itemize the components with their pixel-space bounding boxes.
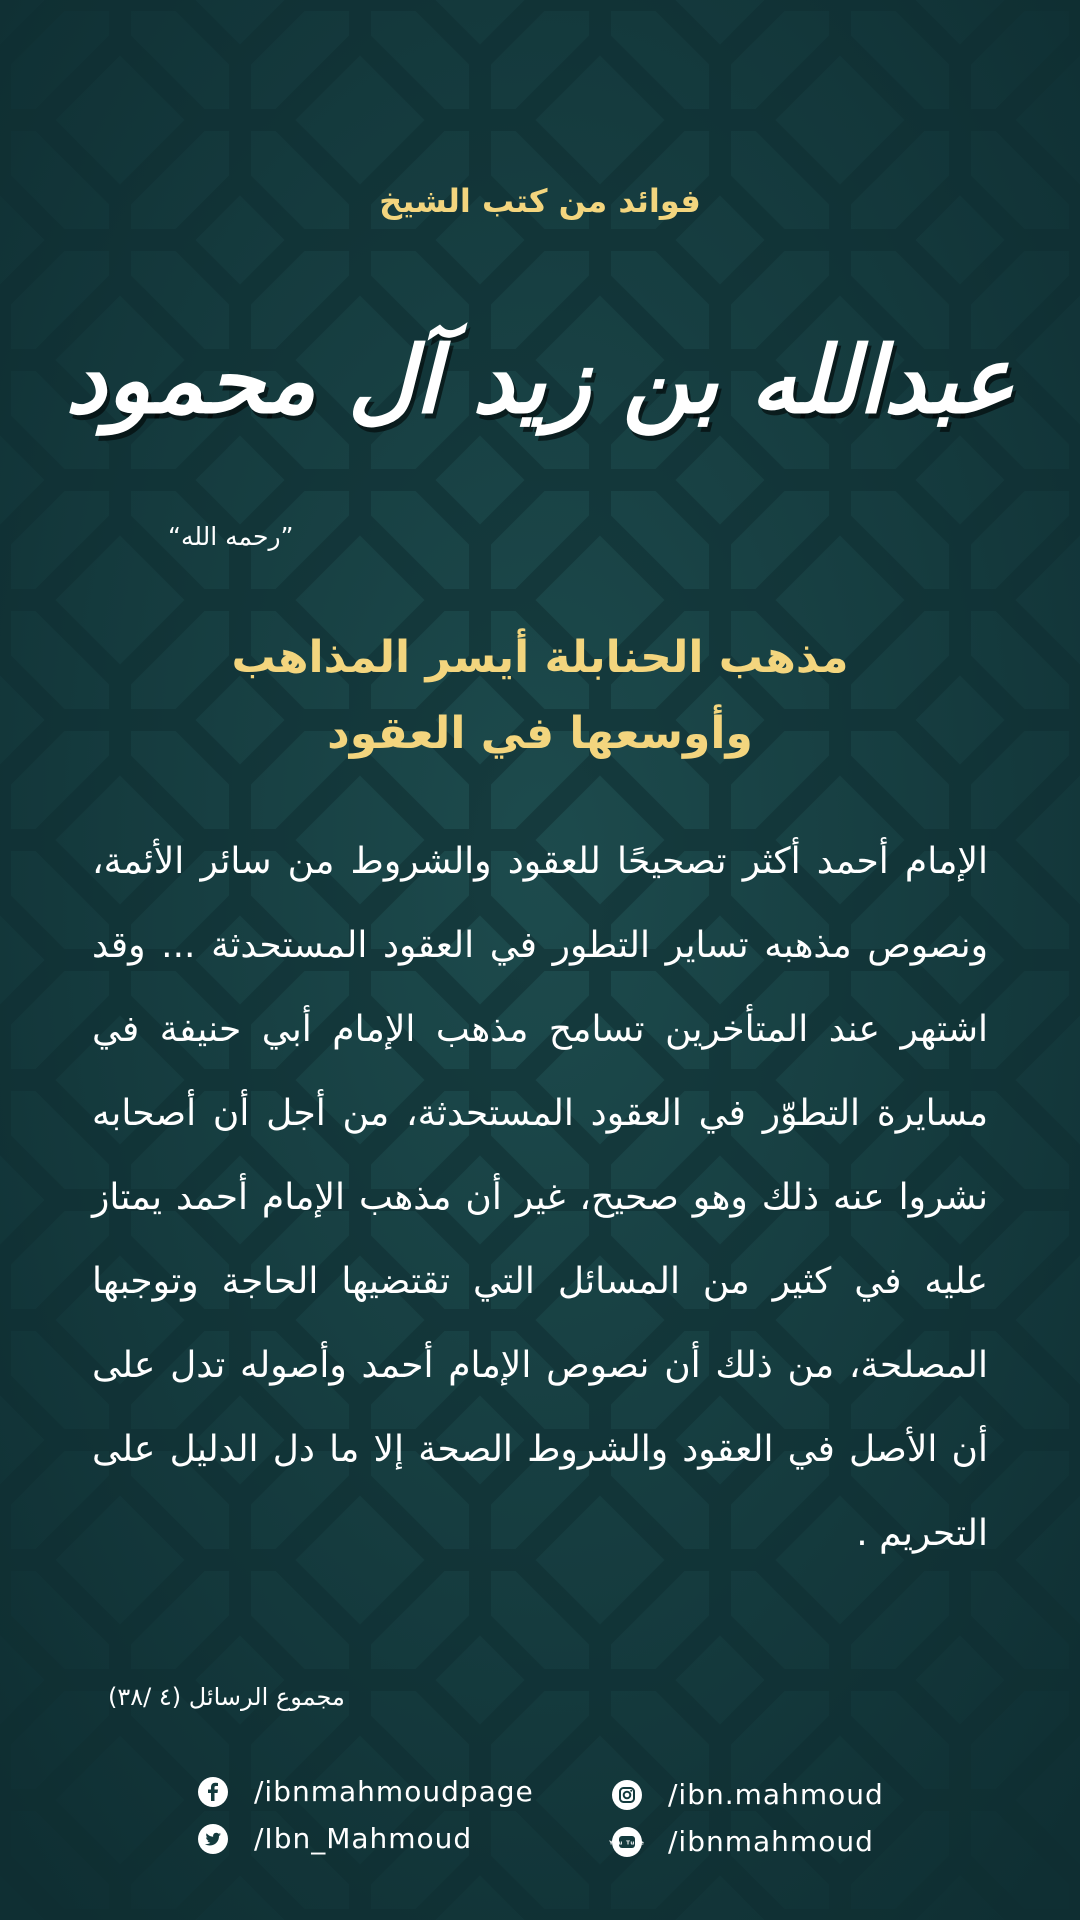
article-body: الإمام أحمد أكثر تصحيحًا للعقود والشروط من سائر الأئمة، ونصوص مذهبه تساير التطور في العقود المستحدثة ... وقد اشتهر عند المتأخرين تسامح مذهب الإمام أبي حنيفة في مسايرة التطوّر في العقود المستحدثة، من أجل أن أصحابه نشروا عنه ذلك وهو صحيح، غير أن مذهب الإمام أحمد يمتاز عليه في كثير من المسائل التي تقتضيها الحاجة وتوجبها المصلحة، من ذلك أن نصوص الإمام أحمد وأصوله تدل على أن الأصل في العقود والشروط الصحة إلا ما دل الدليل على التحريم . <box>92 841 988 1554</box>
article-title <box>0 620 1080 772</box>
blessing-text: ”رحمه الله“ <box>168 522 294 551</box>
facebook-link[interactable] <box>198 1775 534 1808</box>
instagram-handle: /ibn.mahmoud <box>668 1778 884 1811</box>
facebook-handle: /ibnmahmoudpage <box>254 1775 534 1808</box>
youtube-link[interactable] <box>609 1825 874 1858</box>
instagram-icon <box>612 1780 642 1810</box>
svg-text:You Tube: You Tube <box>609 1840 645 1846</box>
facebook-icon <box>198 1777 228 1807</box>
instagram-link[interactable] <box>612 1778 884 1811</box>
twitter-link[interactable] <box>198 1822 472 1855</box>
series-title: فوائد من كتب الشيخ <box>379 182 701 220</box>
source-citation: مجموع الرسائل (٤ /٣٨) <box>108 1683 345 1711</box>
article-title-line1: مذهب الحنابلة أيسر المذاهب <box>231 632 849 683</box>
scholar-name-calligraphy: عبدالله بن زيد آل محمود <box>65 326 1015 434</box>
twitter-handle: /Ibn_Mahmoud <box>254 1822 473 1855</box>
youtube-handle: /ibnmahmoud <box>668 1825 874 1858</box>
article-title-line2: وأوسعها في العقود <box>327 708 753 759</box>
twitter-icon <box>198 1824 228 1854</box>
youtube-icon <box>609 1827 645 1857</box>
